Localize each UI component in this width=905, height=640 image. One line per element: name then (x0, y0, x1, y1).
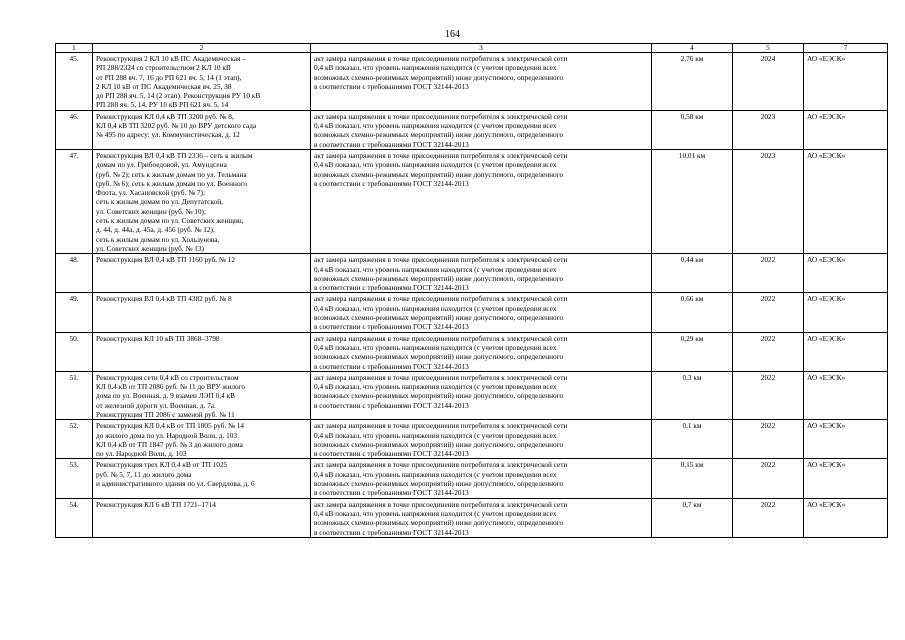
object-name-cell: Реконструкция сети 0,4 кВ со строительством КЛ 0,4 кВ от ТП 2086 руб. № 11 до ВРУ жилого дома по ул. Военная, д. 9 взамен ЛЭП 0,4 кВ от железной дороги ул. Военная, д. 7а. Реконструкция ТП 2086 с заменой руб. № 11 (93, 371, 311, 419)
column-header: 7 (804, 44, 888, 53)
column-header: 5 (733, 44, 804, 53)
table-row (56, 498, 888, 537)
row-number-cell: 47. (56, 149, 93, 253)
length-cell: 0,66 км (652, 293, 733, 332)
year-cell: 2022 (733, 254, 804, 293)
table-header-row (56, 44, 888, 53)
table-row (56, 459, 888, 498)
year-cell: 2022 (733, 332, 804, 371)
row-number-cell: 48. (56, 254, 93, 293)
table-row (56, 110, 888, 149)
year-cell: 2023 (733, 110, 804, 149)
year-cell: 2022 (733, 420, 804, 459)
row-number-cell: 54. (56, 498, 93, 537)
table-row (56, 254, 888, 293)
owner-cell: АО «ЕЭСК» (804, 110, 888, 149)
row-number-cell: 46. (56, 110, 93, 149)
object-name-cell: Реконструкция ВЛ 0,4 кВ ТП 4382 руб. № 8 (93, 293, 311, 332)
length-cell: 0,29 км (652, 332, 733, 371)
table-row (56, 420, 888, 459)
owner-cell: АО «ЕЭСК» (804, 53, 888, 111)
justification-cell: акт замера напряжения в точке присоединения потребителя к электрической сети 0,4 кВ показал, что уровень напряжения находится (с учетом проведения всех возможных схемно-режимных мероприятий) ниже допустимого, определенного в соответствии с требованиями ГОСТ 32144-2013 (311, 498, 652, 537)
justification-cell: акт замера напряжения в точке присоединения потребителя к электрической сети 0,4 кВ показал, что уровень напряжения находится (с учетом проведения всех возможных схемно-режимных мероприятий) ниже допустимого, определенного в соответствии с требованиями ГОСТ 32144-2013 (311, 371, 652, 419)
length-cell: 0,7 км (652, 498, 733, 537)
year-cell: 2023 (733, 149, 804, 253)
page-number: 164 (445, 29, 460, 40)
justification-cell: акт замера напряжения в точке присоединения потребителя к электрической сети 0,4 кВ показал, что уровень напряжения находится (с учетом проведения всех возможных схемно-режимных мероприятий) ниже допустимого, определенного в соответствии с требованиями ГОСТ 32144-2013 (311, 53, 652, 111)
owner-cell: АО «ЕЭСК» (804, 254, 888, 293)
length-cell: 0,3 км (652, 371, 733, 419)
justification-cell: акт замера напряжения в точке присоединения потребителя к электрической сети 0,4 кВ показал, что уровень напряжения находится (с учетом проведения всех возможных схемно-режимных мероприятий) ниже допустимого, определенного в соответствии с требованиями ГОСТ 32144-2013 (311, 420, 652, 459)
justification-cell: акт замера напряжения в точке присоединения потребителя к электрической сети 0,4 кВ показал, что уровень напряжения находится (с учетом проведения всех возможных схемно-режимных мероприятий) ниже допустимого, определенного в соответствии с требованиями ГОСТ 32144-2013 (311, 149, 652, 253)
owner-cell: АО «ЕЭСК» (804, 293, 888, 332)
row-number-cell: 49. (56, 293, 93, 332)
year-cell: 2022 (733, 498, 804, 537)
object-name-cell: Реконструкция КЛ 10 кВ ТП 3868–3798 (93, 332, 311, 371)
row-number-cell: 51. (56, 371, 93, 419)
table-row (56, 53, 888, 111)
row-number-cell: 45. (56, 53, 93, 111)
year-cell: 2024 (733, 53, 804, 111)
justification-cell: акт замера напряжения в точке присоединения потребителя к электрической сети 0,4 кВ показал, что уровень напряжения находится (с учетом проведения всех возможных схемно-режимных мероприятий) ниже допустимого, определенного в соответствии с требованиями ГОСТ 32144-2013 (311, 293, 652, 332)
owner-cell: АО «ЕЭСК» (804, 498, 888, 537)
column-header: 4 (652, 44, 733, 53)
length-cell: 0,1 км (652, 420, 733, 459)
object-name-cell: Реконструкция трех КЛ 0,4 кВ от ТП 1025 руб. № 5, 7, 11 до жилого дома и административного здания по ул. Свердлова, д. 6 (93, 459, 311, 498)
row-number-cell: 53. (56, 459, 93, 498)
object-name-cell: Реконструкция КЛ 6 кВ ТП 1721–1714 (93, 498, 311, 537)
owner-cell: АО «ЕЭСК» (804, 459, 888, 498)
column-header: 3 (311, 44, 652, 53)
justification-cell: акт замера напряжения в точке присоединения потребителя к электрической сети 0,4 кВ показал, что уровень напряжения находится (с учетом проведения всех возможных схемно-режимных мероприятий) ниже допустимого, определенного в соответствии с требованиями ГОСТ 32144-2013 (311, 110, 652, 149)
owner-cell: АО «ЕЭСК» (804, 371, 888, 419)
owner-cell: АО «ЕЭСК» (804, 149, 888, 253)
year-cell: 2022 (733, 459, 804, 498)
table-row (56, 332, 888, 371)
column-header: 1 (56, 44, 93, 53)
object-name-cell: Реконструкция КЛ 0,4 кВ от ТП 1805 руб. № 14 до жилого дома по ул. Народной Воли, д. 103. КЛ 0,4 кВ от ТП 1847 руб. № 3 до жилого дома по ул. Народной Воли, д. 103 (93, 420, 311, 459)
table-body (56, 44, 888, 538)
object-name-cell: Реконструкция 2 КЛ 10 кВ ПС Академическая – РП 288/2324 со строительством 2 КЛ 10 кВ от РП 288 яч. 7, 16 до РП 621 яч. 5, 14 (1 этап), 2 КЛ 10 кВ от ПС Академическая яч. 25, 38 до РП 288 яч. 5, 14 (2 этап). Реконструкция РУ 10 кВ РП 288 яч. 5, 14, РУ 10 кВ РП 621 яч. 5, 14 (93, 53, 311, 111)
length-cell: 0,15 км (652, 459, 733, 498)
owner-cell: АО «ЕЭСК» (804, 420, 888, 459)
row-number-cell: 52. (56, 420, 93, 459)
length-cell: 0,58 км (652, 110, 733, 149)
object-name-cell: Реконструкция ВЛ 0,4 кВ ТП 2336 – сеть к жилым домам по ул. Грибоедовой, ул. Амундсена (руб. № 2); сеть к жилым домам по ул. Тельмана (руб. № 6); сеть к жилым домам по ул. Военного Флота, ул. Хасановской (руб. № 7); сеть к жилым домам по ул. Депутатской, ул. Советских женщин (руб. № 10); сеть к жилым домам по ул. Советских женщин, д. 44, д. 44а, д. 45а, д. 456 (руб. № 12); сеть к жилым домам по ул. Хользунова, ул. Советских женщин (руб. № 13) (93, 149, 311, 253)
column-header: 2 (93, 44, 311, 53)
justification-cell: акт замера напряжения в точке присоединения потребителя к электрической сети 0,4 кВ показал, что уровень напряжения находится (с учетом проведения всех возможных схемно-режимных мероприятий) ниже допустимого, определенного в соответствии с требованиями ГОСТ 32144-2013 (311, 332, 652, 371)
year-cell: 2022 (733, 293, 804, 332)
length-cell: 10,01 км (652, 149, 733, 253)
object-name-cell: Реконструкция КЛ 0,4 кВ ТП 3200 руб. № 8, КЛ 0,4 кВ ТП 3202 руб. № 10 до ВРУ детского сада № 495 по адресу: ул. Коммунистическая, д. 12 (93, 110, 311, 149)
year-cell: 2022 (733, 371, 804, 419)
table-row (56, 149, 888, 253)
registry-table (55, 43, 888, 538)
justification-cell: акт замера напряжения в точке присоединения потребителя к электрической сети 0,4 кВ показал, что уровень напряжения находится (с учетом проведения всех возможных схемно-режимных мероприятий) ниже допустимого, определенного в соответствии с требованиями ГОСТ 32144-2013 (311, 254, 652, 293)
length-cell: 2,76 км (652, 53, 733, 111)
owner-cell: АО «ЕЭСК» (804, 332, 888, 371)
table-row (56, 293, 888, 332)
length-cell: 0,44 км (652, 254, 733, 293)
table-row (56, 371, 888, 419)
object-name-cell: Реконструкция ВЛ 0,4 кВ ТП 1160 руб. № 12 (93, 254, 311, 293)
row-number-cell: 50. (56, 332, 93, 371)
justification-cell: акт замера напряжения в точке присоединения потребителя к электрической сети 0,4 кВ показал, что уровень напряжения находится (с учетом проведения всех возможных схемно-режимных мероприятий) ниже допустимого, определенного в соответствии с требованиями ГОСТ 32144-2013 (311, 459, 652, 498)
